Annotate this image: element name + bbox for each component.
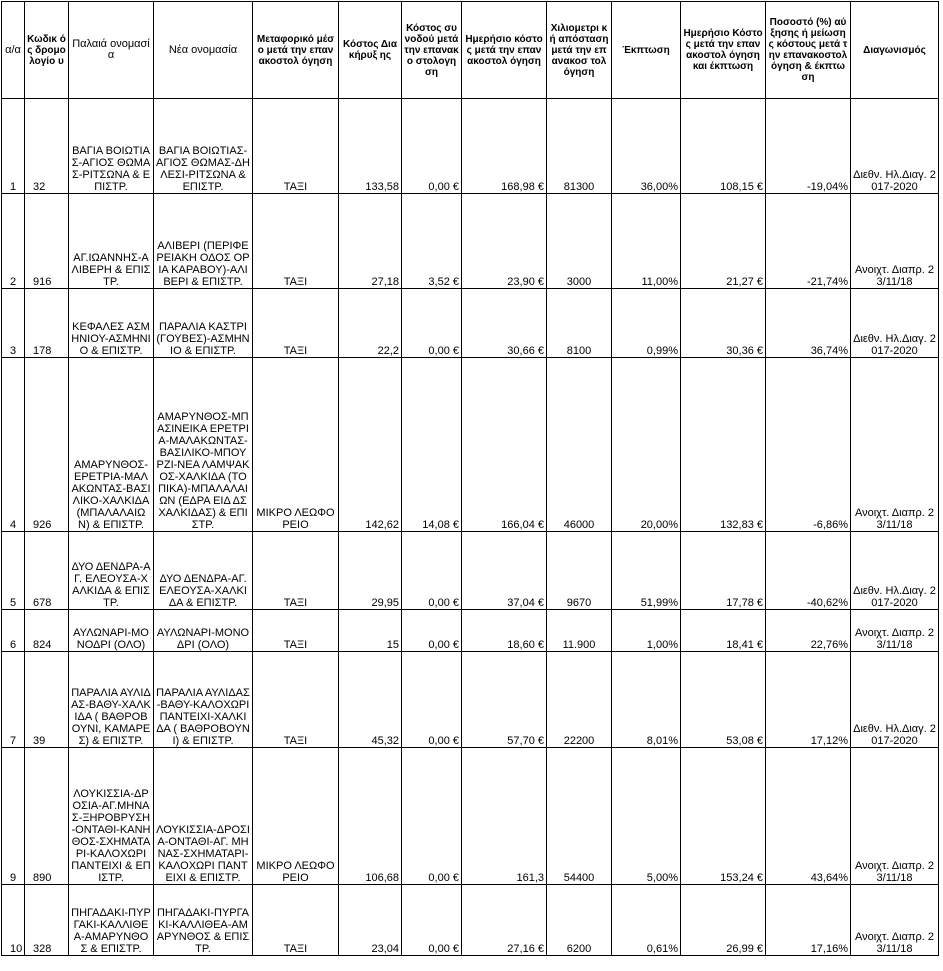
cell-old-name: ΚΕΦΑΛΕΣ ΑΣΜΗΝΙΟΥ-ΑΣΜΗΝΙΟ & ΕΠΙΣΤΡ. bbox=[69, 289, 154, 358]
cell-tender: Διεθν. Ηλ.Διαγ. 2017-2020 bbox=[851, 289, 939, 358]
col-header-pct-change: Ποσοστό (%) αύξησης ή μείωσης κόστους μετά την επανακοστολ όγηση & έκπτωση bbox=[766, 2, 851, 99]
cell-pct-change: -6,86% bbox=[766, 358, 851, 532]
cell-discount: 0,61% bbox=[612, 885, 681, 956]
table-row bbox=[2, 748, 939, 885]
cell-daily-cost: 18,60 € bbox=[462, 610, 547, 652]
header-row bbox=[2, 2, 939, 99]
cell-pct-change: -19,04% bbox=[766, 99, 851, 194]
cell-code: 32 bbox=[25, 99, 69, 194]
cell-new-name: ΔΥΟ ΔΕΝΔΡΑ-ΑΓ. ΕΛΕΟΥΣΑ-ΧΑΛΚΙΔΑ & ΕΠΙΣΤΡ. bbox=[154, 532, 253, 610]
cell-escort-cost: 14,08 € bbox=[402, 358, 462, 532]
cell-code: 39 bbox=[25, 652, 69, 748]
cell-km: 22200 bbox=[547, 652, 612, 748]
cell-daily-cost-discount: 153,24 € bbox=[681, 748, 766, 885]
cell-discount: 1,00% bbox=[612, 610, 681, 652]
cell-daily-cost: 37,04 € bbox=[462, 532, 547, 610]
cell-discount: 11,00% bbox=[612, 194, 681, 289]
cell-transport: ΤΑΞΙ bbox=[253, 194, 339, 289]
cell-aa: 3 bbox=[2, 289, 25, 358]
cell-daily-cost-discount: 18,41 € bbox=[681, 610, 766, 652]
cell-code: 678 bbox=[25, 532, 69, 610]
cell-tender-cost: 106,68 bbox=[339, 748, 402, 885]
col-header-daily-cost: Ημερήσιο κόστος μετά την επανακοστολ όγηση bbox=[462, 2, 547, 99]
cell-escort-cost: 0,00 € bbox=[402, 289, 462, 358]
cell-old-name: ΠΑΡΑΛΙΑ ΑΥΛΙΔΑΣ-ΒΑΘΥ-ΧΑΛΚΙΔΑ ( ΒΑΘΡΟΒΟΥΝΙ, ΚΑΜΑΡΕΣ) & ΕΠΙΣΤΡ. bbox=[69, 652, 154, 748]
cell-tender-cost: 27,18 bbox=[339, 194, 402, 289]
cell-transport: ΤΑΞΙ bbox=[253, 532, 339, 610]
cell-tender: Ανοιχτ. Διαπρ. 23/11/18 bbox=[851, 885, 939, 956]
cell-tender-cost: 22,2 bbox=[339, 289, 402, 358]
table-body bbox=[2, 99, 939, 956]
cell-transport: ΤΑΞΙ bbox=[253, 289, 339, 358]
cell-daily-cost: 27,16 € bbox=[462, 885, 547, 956]
cell-daily-cost: 161,3 bbox=[462, 748, 547, 885]
col-header-discount: Έκπτωση bbox=[612, 2, 681, 99]
cell-discount: 0,99% bbox=[612, 289, 681, 358]
cell-tender-cost: 142,62 bbox=[339, 358, 402, 532]
cell-discount: 8,01% bbox=[612, 652, 681, 748]
col-header-transport: Μεταφορικό μέσο μετά την επανακοστολ όγηση bbox=[253, 2, 339, 99]
cell-old-name: ΔΥΟ ΔΕΝΔΡΑ-ΑΓ. ΕΛΕΟΥΣΑ-ΧΑΛΚΙΔΑ & ΕΠΙΣΤΡ. bbox=[69, 532, 154, 610]
cell-tender: Ανοιχτ. Διαπρ. 23/11/18 bbox=[851, 358, 939, 532]
cell-daily-cost-discount: 108,15 € bbox=[681, 99, 766, 194]
cell-pct-change: 43,64% bbox=[766, 748, 851, 885]
cell-code: 328 bbox=[25, 885, 69, 956]
table-row bbox=[2, 194, 939, 289]
col-header-old-name: Παλαιά ονομασία bbox=[69, 2, 154, 99]
cell-daily-cost: 168,98 € bbox=[462, 99, 547, 194]
cell-discount: 36,00% bbox=[612, 99, 681, 194]
table-row bbox=[2, 289, 939, 358]
cell-daily-cost: 30,66 € bbox=[462, 289, 547, 358]
col-header-daily-cost-discount: Ημερήσιο Κόστος μετά την επανακοστολ όγηση και έκπτωση bbox=[681, 2, 766, 99]
cell-aa: 4 bbox=[2, 358, 25, 532]
cell-aa: 1 bbox=[2, 99, 25, 194]
col-header-tender-cost: Κόστος Διακήρυξ ης bbox=[339, 2, 402, 99]
cell-km: 3000 bbox=[547, 194, 612, 289]
cell-daily-cost: 23,90 € bbox=[462, 194, 547, 289]
table-row bbox=[2, 652, 939, 748]
cell-tender-cost: 29,95 bbox=[339, 532, 402, 610]
cell-pct-change: -40,62% bbox=[766, 532, 851, 610]
cell-old-name: ΠΗΓΑΔΑΚΙ-ΠΥΡΓΑΚΙ-ΚΑΛΛΙΘΕΑ-ΑΜΑΡΥΝΘΟΣ & ΕΠΙΣΤΡ. bbox=[69, 885, 154, 956]
cell-escort-cost: 0,00 € bbox=[402, 748, 462, 885]
cell-transport: ΤΑΞΙ bbox=[253, 99, 339, 194]
cell-discount: 51,99% bbox=[612, 532, 681, 610]
cell-tender: Διεθν. Ηλ.Διαγ. 2017-2020 bbox=[851, 652, 939, 748]
cell-daily-cost-discount: 53,08 € bbox=[681, 652, 766, 748]
cell-new-name: ΠΑΡΑΛΙΑ ΚΑΣΤΡΙ (ΓΟΥΒΕΣ)-ΑΣΜΗΝΙΟ & ΕΠΙΣΤΡ. bbox=[154, 289, 253, 358]
cell-transport: ΤΑΞΙ bbox=[253, 652, 339, 748]
cell-transport: ΜΙΚΡΟ ΛΕΩΦΟΡΕΙΟ bbox=[253, 748, 339, 885]
cell-km: 8100 bbox=[547, 289, 612, 358]
cell-km: 6200 bbox=[547, 885, 612, 956]
table-row bbox=[2, 358, 939, 532]
routes-table bbox=[1, 1, 939, 956]
cell-new-name: ΛΟΥΚΙΣΣΙΑ-ΔΡΟΣΙΑ-ΟΝΤΑΘΙ-ΑΓ. ΜΗΝΑΣ-ΣΧΗΜΑΤΑΡΙ-ΚΑΛΟΧΩΡΙ ΠΑΝΤΕΙΧΙ & ΕΠΙΣΤΡ. bbox=[154, 748, 253, 885]
cell-daily-cost-discount: 21,27 € bbox=[681, 194, 766, 289]
cell-old-name: ΑΥΛΩΝΑΡΙ-ΜΟΝΟΔΡΙ (ΟΛΟ) bbox=[69, 610, 154, 652]
cell-code: 178 bbox=[25, 289, 69, 358]
cell-aa: 5 bbox=[2, 532, 25, 610]
cell-tender-cost: 15 bbox=[339, 610, 402, 652]
cell-old-name: ΒΑΓΙΑ ΒΟΙΩΤΙΑΣ-ΑΓΙΟΣ ΘΩΜΑΣ-ΡΙΤΣΩΝΑ & ΕΠΙΣΤΡ. bbox=[69, 99, 154, 194]
table-row bbox=[2, 610, 939, 652]
table-row bbox=[2, 885, 939, 956]
col-header-aa: α/α bbox=[2, 2, 25, 99]
cell-code: 926 bbox=[25, 358, 69, 532]
cell-tender: Διεθν. Ηλ.Διαγ. 2017-2020 bbox=[851, 532, 939, 610]
cell-aa: 2 bbox=[2, 194, 25, 289]
cell-code: 824 bbox=[25, 610, 69, 652]
cell-km: 11.900 bbox=[547, 610, 612, 652]
cell-km: 9670 bbox=[547, 532, 612, 610]
cell-escort-cost: 0,00 € bbox=[402, 99, 462, 194]
cell-daily-cost-discount: 132,83 € bbox=[681, 358, 766, 532]
cell-pct-change: 22,76% bbox=[766, 610, 851, 652]
cell-code: 916 bbox=[25, 194, 69, 289]
cell-old-name: ΑΓ.ΙΩΑΝΝΗΣ-ΑΛΙΒΕΡΗ & ΕΠΙΣΤΡ. bbox=[69, 194, 154, 289]
cell-tender: Ανοιχτ. Διαπρ. 23/11/18 bbox=[851, 748, 939, 885]
cell-escort-cost: 3,52 € bbox=[402, 194, 462, 289]
cell-old-name: ΛΟΥΚΙΣΣΙΑ-ΔΡΟΣΙΑ-ΑΓ.ΜΗΝΑΣ-ΞΗΡΟΒΡΥΣΗ-ΟΝΤΑΘΙ-ΚΑΝΗΘΟΣ-ΣΧΗΜΑΤΑΡΙ-ΚΑΛΟΧΩΡΙ ΠΑΝΤΕΙΧΙ & ΕΠΙΣΤΡ. bbox=[69, 748, 154, 885]
cell-transport: ΤΑΞΙ bbox=[253, 610, 339, 652]
cell-escort-cost: 0,00 € bbox=[402, 532, 462, 610]
cell-aa: 9 bbox=[2, 748, 25, 885]
cell-escort-cost: 0,00 € bbox=[402, 652, 462, 748]
cell-pct-change: -21,74% bbox=[766, 194, 851, 289]
cell-km: 81300 bbox=[547, 99, 612, 194]
cell-km: 54400 bbox=[547, 748, 612, 885]
cell-tender: Ανοιχτ. Διαπρ. 23/11/18 bbox=[851, 194, 939, 289]
cell-code: 890 bbox=[25, 748, 69, 885]
col-header-code: Κωδικ ός δρομο λογίο υ bbox=[25, 2, 69, 99]
cell-escort-cost: 0,00 € bbox=[402, 885, 462, 956]
cell-transport: ΤΑΞΙ bbox=[253, 885, 339, 956]
cell-tender: Διεθν. Ηλ.Διαγ. 2017-2020 bbox=[851, 99, 939, 194]
cell-aa: 10 bbox=[2, 885, 25, 956]
cell-discount: 20,00% bbox=[612, 358, 681, 532]
cell-tender-cost: 45,32 bbox=[339, 652, 402, 748]
cell-new-name: ΒΑΓΙΑ ΒΟΙΩΤΙΑΣ-ΑΓΙΟΣ ΘΩΜΑΣ-ΔΗΛΕΣΙ-ΡΙΤΣΩΝΑ & ΕΠΙΣΤΡ. bbox=[154, 99, 253, 194]
cell-discount: 5,00% bbox=[612, 748, 681, 885]
cell-daily-cost-discount: 17,78 € bbox=[681, 532, 766, 610]
cell-escort-cost: 0,00 € bbox=[402, 610, 462, 652]
cell-aa: 7 bbox=[2, 652, 25, 748]
cell-pct-change: 17,16% bbox=[766, 885, 851, 956]
cell-transport: ΜΙΚΡΟ ΛΕΩΦΟΡΕΙΟ bbox=[253, 358, 339, 532]
cell-pct-change: 36,74% bbox=[766, 289, 851, 358]
cell-daily-cost-discount: 30,36 € bbox=[681, 289, 766, 358]
cell-pct-change: 17,12% bbox=[766, 652, 851, 748]
cell-daily-cost: 57,70 € bbox=[462, 652, 547, 748]
cell-new-name: ΑΛΙΒΕΡΙ (ΠΕΡΙΦΕΡΕΙΑΚΗ ΟΔΟΣ ΟΡΙΑ ΚΑΡΑΒΟΥ)-ΑΛΙΒΕΡΙ & ΕΠΙΣΤΡ. bbox=[154, 194, 253, 289]
col-header-new-name: Νέα ονομασία bbox=[154, 2, 253, 99]
cell-tender-cost: 133,58 bbox=[339, 99, 402, 194]
cell-new-name: ΠΗΓΑΔΑΚΙ-ΠΥΡΓΑΚΙ-ΚΑΛΛΙΘΕΑ-ΑΜΑΡΥΝΘΟΣ & ΕΠΙΣΤΡ. bbox=[154, 885, 253, 956]
col-header-km: Χιλιομετρι κή απόσταση μετά την επανακοσ τολόγηση bbox=[547, 2, 612, 99]
col-header-escort-cost: Κόστος συνοδού μετά την επανακο στολογη ση bbox=[402, 2, 462, 99]
cell-daily-cost: 166,04 € bbox=[462, 358, 547, 532]
cell-km: 46000 bbox=[547, 358, 612, 532]
table-row bbox=[2, 532, 939, 610]
cell-new-name: ΠΑΡΑΛΙΑ ΑΥΛΙΔΑΣ-ΒΑΘΥ-ΚΑΛΟΧΩΡΙ ΠΑΝΤΕΙΧΙ-ΧΑΛΚΙΔΑ ( ΒΑΘΡΟΒΟΥΝΙ) & ΕΠΙΣΤΡ. bbox=[154, 652, 253, 748]
cell-old-name: ΑΜΑΡΥΝΘΟΣ-ΕΡΕΤΡΙΑ-ΜΑΛΑΚΩΝΤΑΣ-ΒΑΣΙΛΙΚΟ-ΧΑΛΚΙΔΑ(ΜΠΑΛΑΛΑΙΩΝ) & ΕΠΙΣΤΡ. bbox=[69, 358, 154, 532]
cell-new-name: ΑΥΛΩΝΑΡΙ-ΜΟΝΟΔΡΙ (ΟΛΟ) bbox=[154, 610, 253, 652]
cell-tender-cost: 23,04 bbox=[339, 885, 402, 956]
table-row bbox=[2, 99, 939, 194]
cell-daily-cost-discount: 26,99 € bbox=[681, 885, 766, 956]
cell-tender: Ανοιχτ. Διαπρ. 23/11/18 bbox=[851, 610, 939, 652]
col-header-tender: Διαγωνισμός bbox=[851, 2, 939, 99]
cell-aa: 6 bbox=[2, 610, 25, 652]
cell-new-name: ΑΜΑΡΥΝΘΟΣ-ΜΠΑΣΙΝΕΙΚΑ ΕΡΕΤΡΙΑ-ΜΑΛΑΚΩΝΤΑΣ-ΒΑΣΙΛΙΚΟ-ΜΠΟΥΡΖΙ-ΝΕΑ ΛΑΜΨΑΚΟΣ-ΧΑΛΚΙΔΑ (ΤΟΠΙΚΑ)-ΜΠΑΛΑΛΑΙΩΝ (ΕΔΡΑ ΕΙΔ ΔΣ ΧΑΛΚΙΔΑΣ) & ΕΠΙΣΤΡ. bbox=[154, 358, 253, 532]
